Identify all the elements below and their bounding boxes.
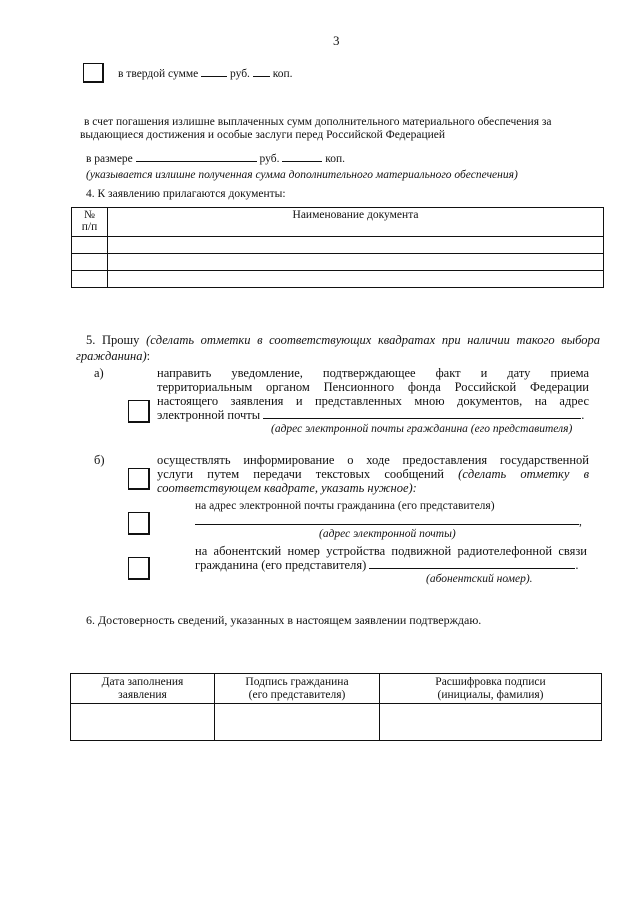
- option-a-email-end: .: [581, 408, 585, 422]
- documents-heading: 4. К заявлению прилагаются документы:: [86, 188, 286, 200]
- documents-header-row: [72, 208, 604, 237]
- option-b-checkbox[interactable]: [128, 468, 150, 490]
- excess-amount-kop-field[interactable]: [282, 151, 322, 162]
- request-heading-note-end: гражданина): [76, 349, 147, 363]
- documents-table: [71, 207, 604, 288]
- signature-col-sign: [215, 674, 380, 704]
- documents-row-name[interactable]: [108, 254, 604, 271]
- excess-amount-note: (указывается излишне полученная сумма дополнительного материального обеспечения): [86, 169, 518, 181]
- option-b-phone-label: гражданина (его представителя): [195, 558, 367, 572]
- fixed-sum-rub-field[interactable]: [201, 66, 227, 77]
- table-row: [72, 271, 604, 288]
- option-b-email-end: ,: [579, 516, 582, 528]
- signature-date-cell[interactable]: [71, 704, 215, 741]
- excess-payment-line2: выдающиеся достижения и особые заслуги перед Российской Федерацией: [80, 129, 446, 141]
- confirmation-text: 6. Достоверность сведений, указанных в настоящем заявлении подтверждаю.: [86, 613, 482, 627]
- documents-col-no-line1: №: [84, 209, 95, 221]
- signature-col-sign-line1: Подпись гражданина: [245, 676, 349, 688]
- option-b-phone-line1: на абонентский номер устройства подвижной радиотелефонной связи: [195, 544, 587, 558]
- documents-row-no[interactable]: [72, 271, 108, 288]
- signature-table: [70, 673, 602, 741]
- option-b-line2-note: (сделать отметку в: [458, 467, 589, 481]
- option-a-line3: настоящего заявления и представленных мною документов, на адрес: [157, 394, 589, 408]
- option-a-email-field[interactable]: [263, 408, 581, 419]
- signature-col-date-line2: заявления: [118, 689, 167, 701]
- request-heading-line1: [86, 333, 600, 348]
- option-b-marker: б): [94, 453, 105, 467]
- option-a-marker: а): [94, 366, 104, 380]
- documents-row-name[interactable]: [108, 237, 604, 254]
- option-a-line1: направить уведомление, подтверждающее факт и дату приема: [157, 366, 589, 380]
- option-a-caption: (адрес электронной почты гражданина (его представителя): [271, 423, 573, 435]
- option-a-line4: [157, 408, 584, 423]
- signature-col-date: [71, 674, 215, 704]
- signature-col-name-line1: Расшифровка подписи: [435, 676, 546, 688]
- request-heading-line2: [76, 349, 150, 364]
- documents-col-no-line2: п/п: [81, 221, 98, 233]
- option-b-phone-line2: [195, 558, 579, 573]
- excess-payment-line1: в счет погашения излишне выплаченных сумм дополнительного материального обеспечения за: [84, 116, 552, 128]
- excess-amount-line: [86, 151, 345, 165]
- option-a-line2: территориальным органом Пенсионного фонда Российской Федерации: [157, 380, 589, 394]
- option-b-line2: [157, 467, 589, 482]
- excess-amount-rub: руб.: [259, 153, 280, 165]
- signature-sign-cell[interactable]: [215, 704, 380, 741]
- fixed-sum-label: в твердой сумме: [118, 68, 199, 80]
- signature-col-name: [380, 674, 602, 704]
- option-b-phone-checkbox[interactable]: [128, 557, 150, 580]
- request-heading-colon: :: [146, 349, 151, 363]
- option-b-line2-text: услуги путем передачи текстовых сообщений: [157, 467, 444, 481]
- table-row: [72, 254, 604, 271]
- option-b-phone-field[interactable]: [369, 558, 575, 569]
- option-a-checkbox[interactable]: [128, 400, 150, 423]
- option-b-phone-caption: (абонентский номер).: [426, 573, 533, 585]
- signature-header-row: [71, 674, 602, 704]
- signature-col-name-line2: (инициалы, фамилия): [437, 689, 544, 701]
- option-b-line1: осуществлять информирование о ходе предоставления государственной: [157, 453, 589, 467]
- excess-amount-label: в размере: [86, 153, 133, 165]
- documents-row-no[interactable]: [72, 237, 108, 254]
- fixed-sum-kop-field[interactable]: [253, 66, 270, 77]
- signature-col-sign-line2: (его представителя): [248, 689, 346, 701]
- option-b-email-checkbox[interactable]: [128, 512, 150, 535]
- documents-col-no: [72, 208, 108, 237]
- option-b-email-label: на адрес электронной почты гражданина (его представителя): [195, 500, 495, 512]
- signature-input-row: [71, 704, 602, 741]
- option-b-email-row: [195, 514, 582, 528]
- page-number: 3: [333, 33, 340, 48]
- table-row: [72, 237, 604, 254]
- signature-col-date-line1: Дата заполнения: [101, 676, 184, 688]
- option-a-email-label: электронной почты: [157, 408, 261, 422]
- fixed-sum-line: [118, 66, 292, 80]
- option-b-email-field[interactable]: [195, 514, 579, 525]
- documents-row-name[interactable]: [108, 271, 604, 288]
- documents-row-no[interactable]: [72, 254, 108, 271]
- excess-amount-kop: коп.: [325, 153, 346, 165]
- request-heading-number: 5. Прошу: [86, 333, 140, 347]
- request-heading-note: (сделать отметки в соответствующих квадратах при наличии такого выбора: [146, 333, 601, 347]
- option-b-email-caption: (адрес электронной почты): [319, 528, 456, 540]
- fixed-sum-kop: коп.: [272, 68, 293, 80]
- documents-col-name: Наименование документа: [108, 208, 604, 237]
- option-b-phone-end: .: [575, 558, 579, 572]
- option-b-line3: соответствующем квадрате, указать нужное):: [157, 481, 417, 495]
- signature-name-cell[interactable]: [380, 704, 602, 741]
- fixed-sum-checkbox[interactable]: [83, 63, 104, 83]
- fixed-sum-rub: руб.: [230, 68, 250, 80]
- excess-amount-rub-field[interactable]: [136, 151, 257, 162]
